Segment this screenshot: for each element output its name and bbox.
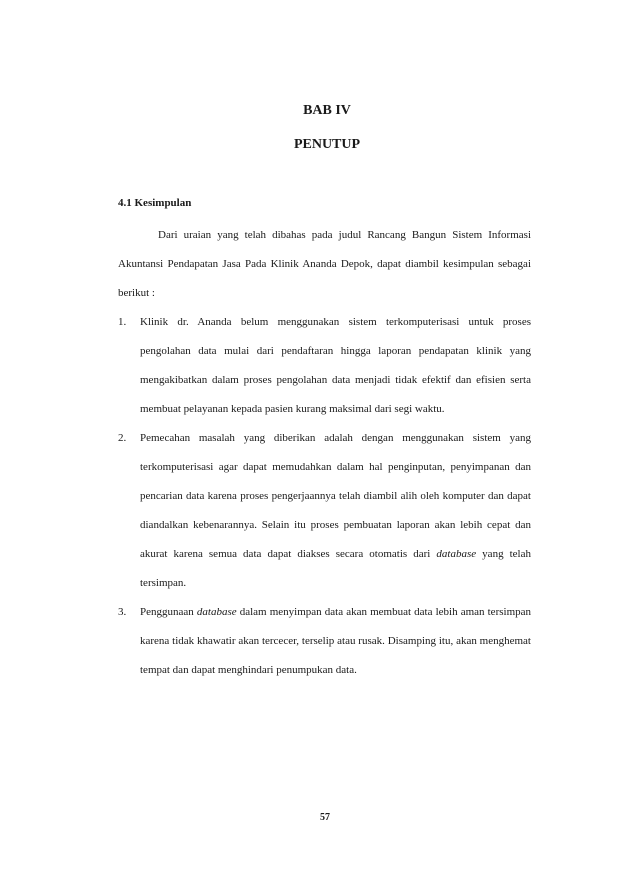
list-item <box>118 598 531 685</box>
list-item-number: 3. <box>118 606 127 618</box>
list-item-text: Penggunaan <box>140 606 197 618</box>
list-item-number: 2. <box>118 432 127 444</box>
page-number: 57 <box>320 812 330 823</box>
list-item <box>118 424 531 598</box>
list-item-emphasis: database <box>436 548 477 560</box>
list-item-text: Klinik dr. Ananda belum menggunakan sistem terkomputerisasi untuk proses pengolahan data mulai dari pendaftaran hingga laporan pendapatan klinik yang mengakibatkan dalam proses pengolahan data menjadi tidak efektif dan efisien serta membuat pelayanan kepada pasien kurang maksimal dari segi waktu. <box>140 316 531 415</box>
list-item-text-end: dalam menyimpan data akan membuat data lebih aman tersimpan karena tidak khawatir akan tercecer, terselip atau rusak. Disamping itu, akan menghemat tempat dan dapat menghindari penumpukan data. <box>140 606 532 676</box>
conclusion-list <box>118 308 531 685</box>
list-item-text: Pemecahan masalah yang diberikan adalah dengan menggunakan sistem yang terkomputerisasi agar dapat memudahkan dalam hal penginputan, penyimpanan dan pencarian data karena proses pengerjaannya telah diambil alih oleh komputer dan dapat diandalkan kebenarannya. Selain itu proses pembuatan laporan akan lebih cepat dan akurat karena semua data dapat diakses secara otomatis dari <box>140 432 531 560</box>
chapter-title: PENUTUP <box>293 137 361 152</box>
intro-paragraph: Dari uraian yang telah dibahas pada judul Rancang Bangun Sistem Informasi Akuntansi Pendapatan Jasa Pada Klinik Ananda Depok, dapat diambil kesimpulan sebagai berikut : <box>118 229 531 299</box>
section-heading: 4.1 Kesimpulan <box>118 197 192 209</box>
list-item-emphasis: database <box>196 606 237 618</box>
chapter-label: BAB IV <box>303 103 351 118</box>
list-item-number: 1. <box>118 316 127 328</box>
list-item <box>118 308 531 424</box>
list-item-text-end: yang telah tersimpan. <box>140 548 531 589</box>
